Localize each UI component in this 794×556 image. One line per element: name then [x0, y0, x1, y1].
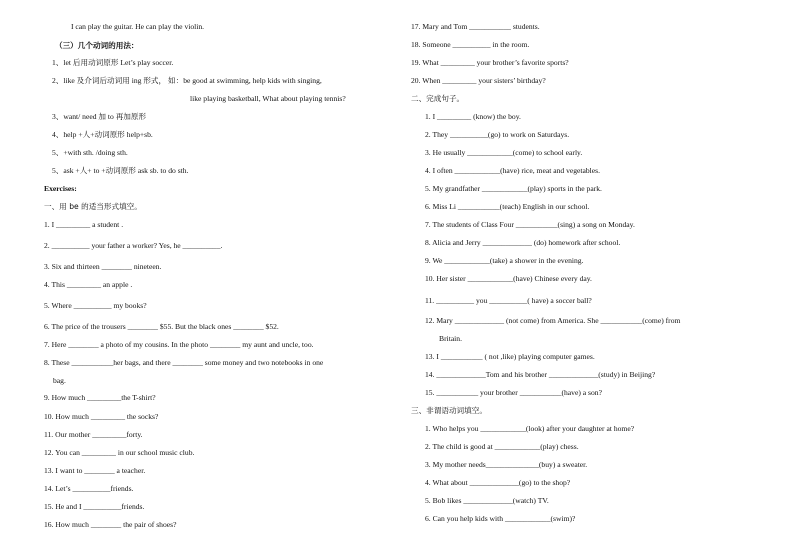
list-item: 6. The price of the trousers ________ $55. But the black ones ________ $52.: [44, 322, 279, 331]
part1-title: 一、用 be 的适当形式填空。: [44, 202, 142, 211]
list-item: 4. This _________ an apple .: [44, 280, 133, 289]
rule-2-cont: like playing basketball, What about playing tennis?: [190, 94, 346, 103]
list-item: 16. How much ________ the pair of shoes?: [44, 520, 177, 529]
list-item: 1. I _________ (know) the boy.: [425, 112, 521, 121]
list-item: 9. We ____________(take) a shower in the evening.: [425, 256, 584, 265]
list-item: 15. ___________ your brother ___________(have) a son?: [425, 388, 602, 397]
list-item: 5. My grandfather ____________(play) sports in the park.: [425, 184, 602, 193]
list-item: 7. The students of Class Four ___________(sing) a song on Monday.: [425, 220, 635, 229]
rule-3: 3、want/ need 加 to 再加原形: [52, 112, 147, 121]
list-item: 10. How much _________ the socks?: [44, 412, 159, 421]
list-item: 19. What _________ your brother’s favorite sports?: [411, 58, 569, 67]
verb-usage-heading: （三）几个动词的用法：: [55, 41, 139, 50]
list-item-cont: bag.: [53, 376, 66, 385]
list-item: 6. Miss Li ___________(teach) English in our school.: [425, 202, 590, 211]
list-item: 12. You can _________ in our school music club.: [44, 448, 195, 457]
list-item: 20. When _________ your sisters’ birthday?: [411, 76, 546, 85]
list-item: 8. Alicia and Jerry _____________ (do) homework after school.: [425, 238, 621, 247]
list-item: 3. He usually ____________(come) to school early.: [425, 148, 583, 157]
rule-2: 2、like 及介词后动词用 ing 形式， 如：be good at swimming, help kids with singing,: [52, 76, 322, 85]
part3-title: 三、非谓语动词填空。: [411, 406, 487, 415]
list-item: 2. __________ your father a worker? Yes, he __________.: [44, 241, 223, 250]
list-item: 2. The child is good at ____________(play) chess.: [425, 442, 579, 451]
list-item: 14. _____________Tom and his brother _____________(study) in Beijing?: [425, 370, 656, 379]
list-item: 1. I _________ a student .: [44, 220, 124, 229]
list-item: 4. I often ____________(have) rice, meat and vegetables.: [425, 166, 601, 175]
exercises-label: Exercises:: [44, 184, 77, 193]
list-item: 1. Who helps you ____________(look) after your daughter at home?: [425, 424, 635, 433]
list-item: 6. Can you help kids with ____________(swim)?: [425, 514, 576, 523]
list-item: 12. Mary _____________ (not come) from America. She ___________(come) from: [425, 316, 681, 325]
list-item: 2. They __________(go) to work on Saturdays.: [425, 130, 570, 139]
list-item: 5. Bob likes _____________(watch) TV.: [425, 496, 549, 505]
list-item: 17. Mary and Tom ___________ students.: [411, 22, 540, 31]
rule-5b: 5、ask +人+ to +动词原形 ask sb. to do sth.: [52, 166, 189, 175]
list-item: 3. My mother needs______________(buy) a sweater.: [425, 460, 588, 469]
list-item: 18. Someone __________ in the room.: [411, 40, 530, 49]
list-item: 7. Here ________ a photo of my cousins. In the photo ________ my aunt and uncle, too.: [44, 340, 314, 349]
list-item: 13. I ___________ ( not ,like) playing computer games.: [425, 352, 595, 361]
list-item: 11. __________ you __________( have) a soccer ball?: [425, 296, 592, 305]
part2-title: 二、完成句子。: [411, 94, 465, 103]
rule-4: 4、help +人+动词原形 help+sb.: [52, 130, 153, 139]
intro-examples: I can play the guitar. He can play the violin.: [71, 22, 205, 31]
list-item: 3. Six and thirteen ________ nineteen.: [44, 262, 162, 271]
rule-1: 1、let 后用动词原形 Let’s play soccer.: [52, 58, 174, 67]
list-item: 13. I want to ________ a teacher.: [44, 466, 146, 475]
list-item: 9. How much _________the T-shirt?: [44, 393, 156, 402]
list-item: 8. These ___________her bags, and there ________ some money and two notebooks in one: [44, 358, 324, 367]
list-item: 15. He and I __________friends.: [44, 502, 145, 511]
list-item: 10. Her sister ____________(have) Chinese every day.: [425, 274, 592, 283]
list-item: 14. Let’s __________friends.: [44, 484, 134, 493]
list-item: 11. Our mother _________forty.: [44, 430, 143, 439]
list-item-cont: Britain.: [439, 334, 462, 343]
list-item: 4. What about _____________(go) to the shop?: [425, 478, 571, 487]
list-item: 5. Where __________ my books?: [44, 301, 147, 310]
rule-5a: 5、+with sth. /doing sth.: [52, 148, 128, 157]
